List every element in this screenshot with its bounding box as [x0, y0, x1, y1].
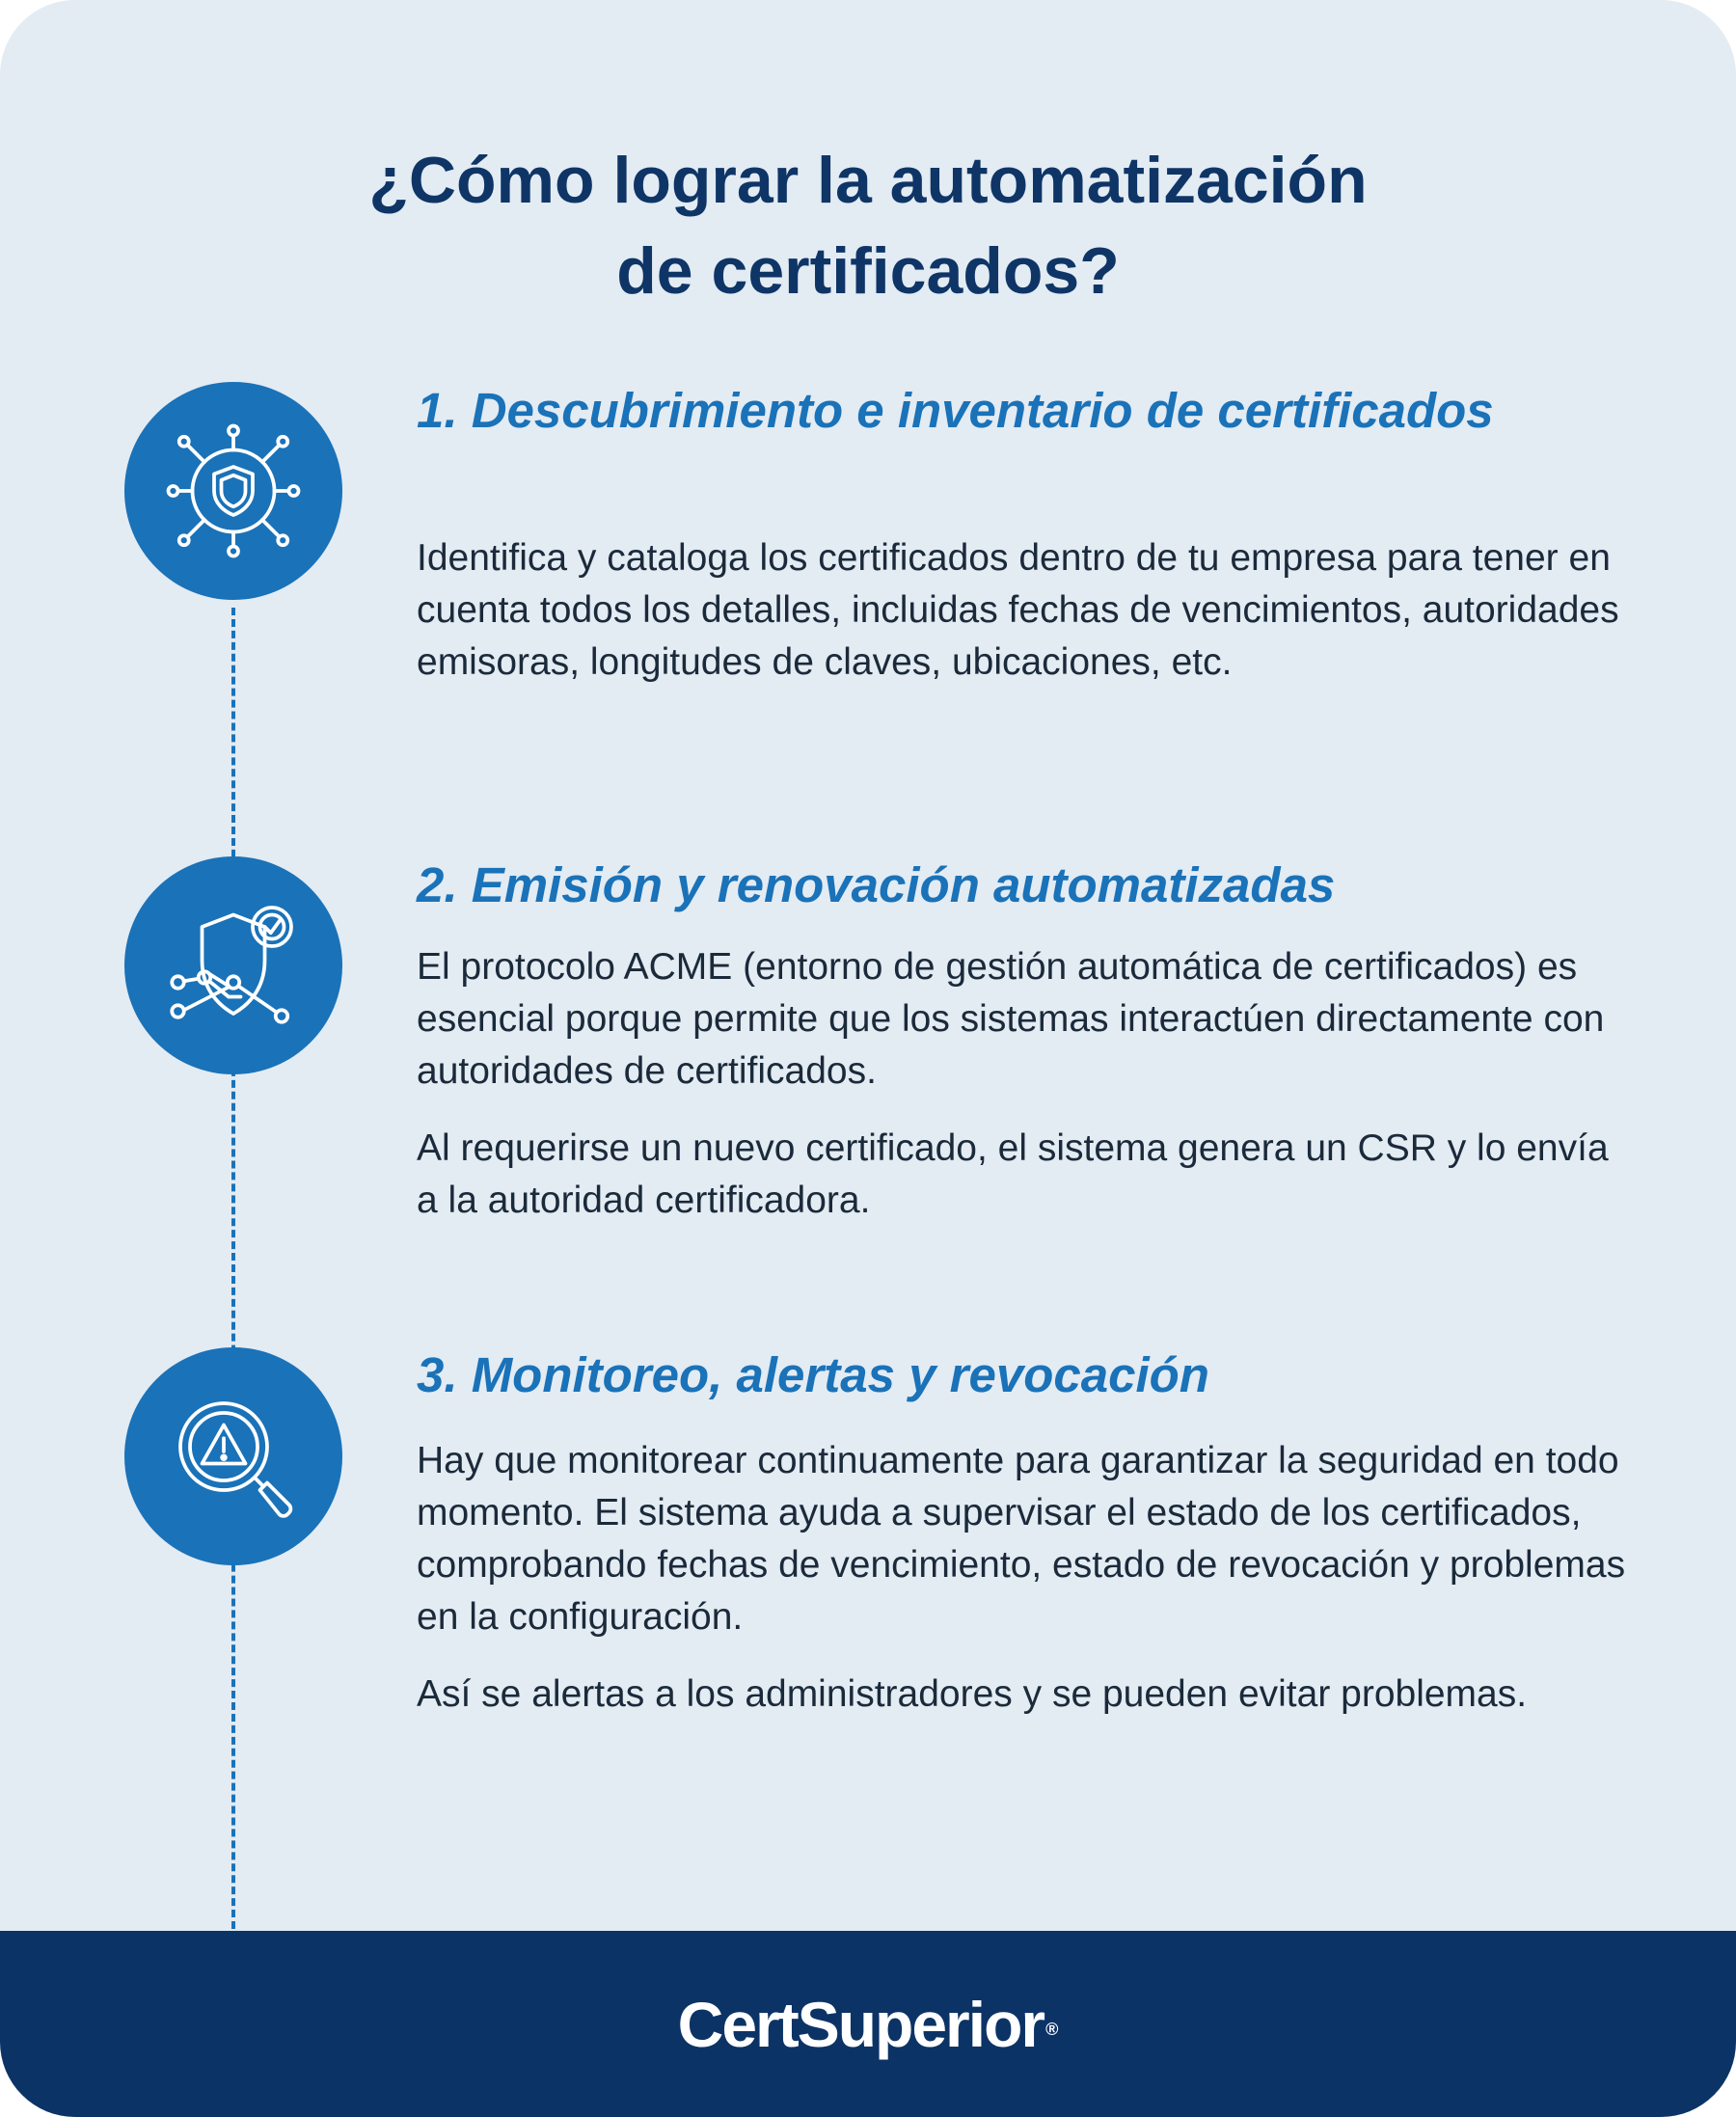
warning-magnifier-icon	[161, 1384, 306, 1529]
step-1-paragraph-1: Identifica y cataloga los certificados dentro de tu empresa para tener en cuenta todos los detalles, incluidas fechas de vencimientos, autoridades emisoras, longitudes de claves, ubicaciones, etc.	[417, 537, 1619, 683]
step-2-paragraph-2: Al requerirse un nuevo certificado, el sistema genera un CSR y lo envía a la autoridad certificadora.	[417, 1127, 1609, 1221]
page-title	[0, 135, 1736, 316]
step-3-body	[417, 1435, 1632, 1746]
step-3-paragraph-1: Hay que monitorear continuamente para garantizar la seguridad en todo momento. El sistema ayuda a supervisar el estado de los certificados, comprobando fechas de vencimiento, estado de revocación y problemas en la configuración.	[417, 1440, 1626, 1638]
network-shield-icon	[161, 419, 306, 563]
logo-wordmark: CertSuperior	[677, 1988, 1044, 2060]
footer-bar	[0, 1931, 1736, 2117]
page-title-line-1: ¿Cómo lograr la automatización	[368, 144, 1368, 217]
step-1-title: 1. Descubrimiento e inventario de certificados	[417, 383, 1494, 438]
step-1-body	[417, 532, 1632, 714]
timeline-dashed-line	[231, 608, 235, 1929]
step-2-title: 2. Emisión y renovación automatizadas	[417, 857, 1336, 912]
step-2-paragraph-1: El protocolo ACME (entorno de gestión automática de certificados) es esencial porque permite que los sistemas interactúen directamente con autoridades de certificados.	[417, 946, 1605, 1092]
page-title-line-2: de certificados?	[616, 234, 1120, 308]
step-3-paragraph-2: Así se alertas a los administradores y se pueden evitar problemas.	[417, 1673, 1528, 1715]
certsuperior-logo	[678, 1988, 1059, 2061]
step-2-icon-circle	[124, 856, 342, 1074]
shield-network-check-icon	[161, 893, 306, 1038]
step-3-title: 3. Monitoreo, alertas y revocación	[417, 1347, 1209, 1402]
step-1-icon-circle	[124, 382, 342, 600]
step-3-icon-circle	[124, 1347, 342, 1565]
step-2-body	[417, 941, 1632, 1252]
registered-mark: ®	[1045, 2019, 1059, 2039]
